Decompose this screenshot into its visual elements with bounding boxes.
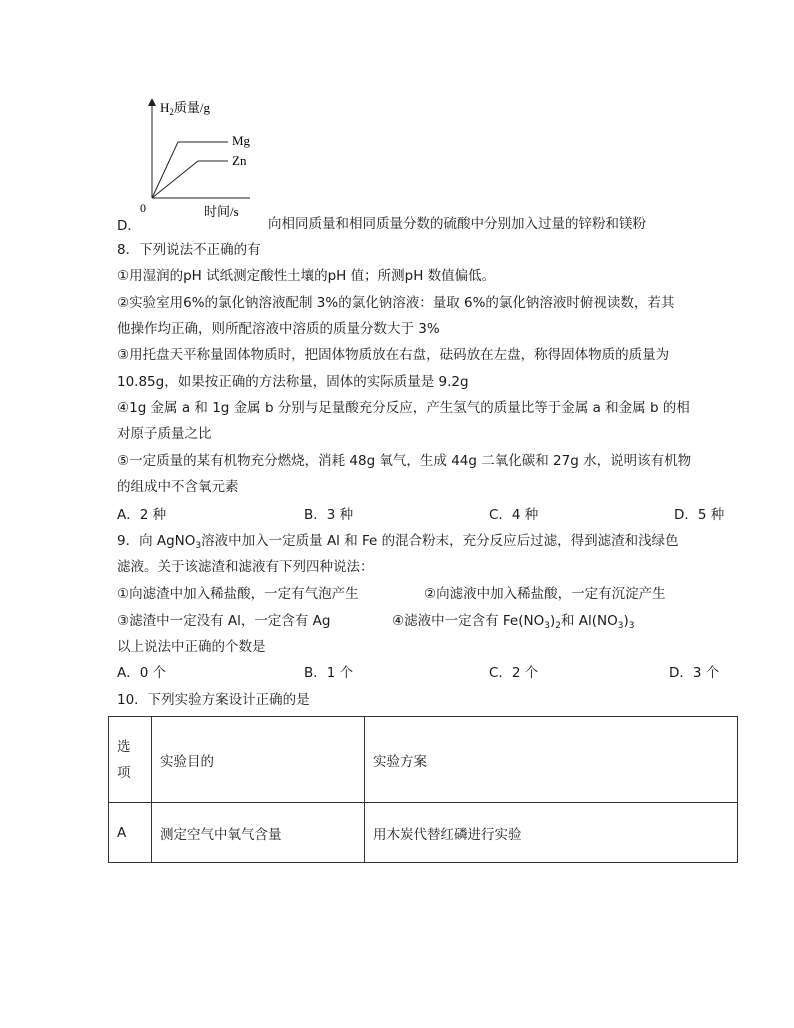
x-axis-label: 时间/s (204, 204, 239, 219)
table-row (109, 803, 738, 863)
row-a-option: A (109, 803, 152, 863)
q8-item-5b: 的组成中不含氧元素 (117, 479, 239, 495)
q8-item-2a: ②实验室用6%的氯化钠溶液配制 3%的氯化钠溶液：量取 6%的氯化钠溶液时俯视读数，若其 (117, 295, 675, 311)
row-a-scheme: 用木炭代替红磷进行实验 (365, 803, 738, 863)
origin-label: 0 (140, 201, 146, 215)
y-axis-label: $H_2$质量/g (160, 100, 211, 117)
q8-item-4b: 对原子质量之比 (117, 426, 212, 442)
q9-option-b: B．1 个 (304, 665, 354, 681)
q7-option-d-text: 向相同质量和相同质量分数的硫酸中分别加入过量的锌粉和镁粉 (268, 216, 646, 232)
q9-option-a: A．0 个 (117, 665, 167, 681)
q10-stem: 10．下列实验方案设计正确的是 (117, 692, 310, 708)
q9-question: 以上说法中正确的个数是 (117, 639, 266, 655)
q8-item-3a: ③用托盘天平称量固体物质时，把固体物质放在右盘，砝码放在左盘，称得固体物质的质量为 (117, 347, 670, 363)
q8-item-3b: 10.85g，如果按正确的方法称量，固体的实际质量是 9.2g (117, 374, 469, 390)
experiment-table (108, 716, 738, 863)
q9-option-c: C．2 个 (489, 665, 539, 681)
h2-mass-time-graph (120, 92, 270, 224)
header-scheme: 实验方案 (365, 717, 738, 803)
q8-option-d: D．5 种 (674, 507, 725, 523)
q9-statement-1: ①向滤渣中加入稀盐酸，一定有气泡产生 (117, 586, 359, 602)
q9-statement-2: ②向滤液中加入稀盐酸，一定有沉淀产生 (424, 586, 666, 602)
q8-stem: 8．下列说法不正确的有 (117, 242, 261, 258)
q8-option-b: B．3 种 (304, 507, 354, 523)
mg-label: Mg (232, 133, 251, 148)
table-header-row (109, 717, 738, 803)
q8-item-1: ①用湿润的pH 试纸测定酸性土壤的pH 值；所测pH 数值偏低。 (117, 268, 496, 284)
mg-curve (152, 142, 228, 198)
q9-statement-3: ③滤渣中一定没有 Al，一定含有 Ag (117, 613, 331, 629)
row-a-purpose: 测定空气中氧气含量 (152, 803, 365, 863)
q8-option-c: C．4 种 (489, 507, 539, 523)
q7-option-d-letter: D． (117, 218, 141, 234)
zn-curve (152, 161, 228, 198)
q9-stem: 9．向 AgNO$_3$溶液中加入一定质量 Al 和 Fe 的混合粉末，充分反应后过滤，得到滤渣和浅绿色 (117, 533, 679, 551)
q8-item-2b: 他操作均正确，则所配溶液中溶质的质量分数大于 3% (117, 321, 440, 337)
q8-option-a: A．2 种 (117, 507, 167, 523)
q8-item-5a: ⑤一定质量的某有机物充分燃烧，消耗 48g 氧气，生成 44g 二氧化碳和 27g 水，说明该有机物 (117, 453, 692, 469)
header-purpose: 实验目的 (152, 717, 365, 803)
q9-stem-2: 滤液。关于该滤渣和滤液有下列四种说法： (117, 559, 374, 575)
header-option: 选 项 (109, 717, 152, 803)
q8-item-4a: ④1g 金属 a 和 1g 金属 b 分别与足量酸充分反应，产生氢气的质量比等于金属 a 和金属 b 的相 (117, 400, 690, 416)
q9-statement-4: ④滤液中一定含有 $Fe(NO_3)_2$和 $Al(NO_3)_3$ (392, 613, 635, 631)
zn-label: Zn (232, 153, 247, 168)
q9-option-d: D．3 个 (669, 665, 720, 681)
